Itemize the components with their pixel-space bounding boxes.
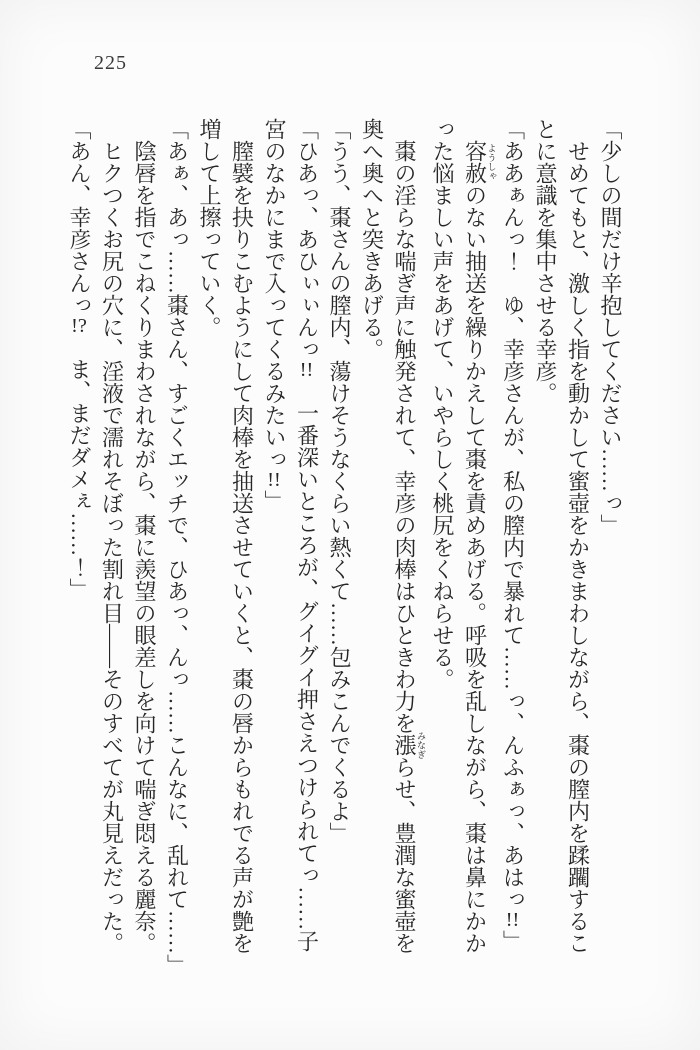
text-line: 容赦ようしゃのない抽送を繰りかえして棗を責めあげる。呼吸を乱しながら、棗は鼻にかか bbox=[462, 140, 496, 954]
tate-chu-yoko: !? bbox=[71, 316, 87, 337]
tate-chu-yoko: !! bbox=[299, 360, 314, 381]
text-line: 増して上擦っていく。 bbox=[197, 118, 222, 338]
page-number: 225 bbox=[94, 52, 127, 74]
page-text bbox=[63, 118, 627, 976]
text-line: 「ひあっ、あひぃぃんっ!! 一番深いところが、グイグイ押さえつけられてっ……子 bbox=[294, 118, 320, 953]
text-line: 陰唇を指でこねくりまわされながら、棗に羨望の眼差しを向けて喘ぎ悶える麗奈。 bbox=[132, 140, 157, 954]
text-line: 「あぁ、あっ……棗さん、すごくエッチで、ひあっ、んっ……こんなに、乱れて……」 bbox=[164, 118, 190, 976]
ruby-annotated-word: 漲みなぎ bbox=[392, 731, 426, 759]
text-line: 宮のなかにまで入ってくるみたいっ!!」 bbox=[262, 118, 287, 513]
text-line: とに意識を集中させる幸彦。 bbox=[533, 118, 558, 404]
text-line: 奥へ奥へと突きあげる。 bbox=[359, 118, 385, 360]
text-line: 棗の淫らな喘ぎ声に触発されて、幸彦の肉棒はひときわ力を漲みなぎらせ、豊潤な蜜壺を bbox=[392, 140, 426, 954]
text-line: った悩ましい声をあげて、いやらしく桃尻をくねらせる。 bbox=[430, 118, 455, 690]
text-line: せめてもと、激しく指を動かして蜜壺をかきまわしながら、棗の膣内を蹂躙するこ bbox=[565, 140, 591, 954]
text-line: ヒクつくお尻の穴に、淫液で濡れそぼった割れ目――そのすべてが丸見えだった。 bbox=[99, 140, 125, 954]
text-line: 膣襞を抉りこむようにして肉棒を抽送させていくと、棗の唇からもれでる声が艶を bbox=[229, 140, 255, 954]
ruby-annotated-word: 容赦ようしゃ bbox=[462, 140, 496, 184]
text-line: 「うう、棗さんの膣内、蕩けそうなくらい熱くて……包みこんでくるよ」 bbox=[327, 118, 352, 844]
tate-chu-yoko: !! bbox=[505, 910, 520, 931]
text-line: 「ああぁんっ！ ゆ、幸彦さんが、私の膣内で暴れて……っ、んふぁっ、あはっ!!」 bbox=[500, 118, 526, 953]
text-line: 「あん、幸彦さんっ!? ま、まだダメぇ……！」 bbox=[67, 118, 92, 601]
text-line: 「少しの間だけ辛抱してください……っ」 bbox=[598, 118, 623, 536]
tate-chu-yoko: !! bbox=[267, 470, 281, 491]
